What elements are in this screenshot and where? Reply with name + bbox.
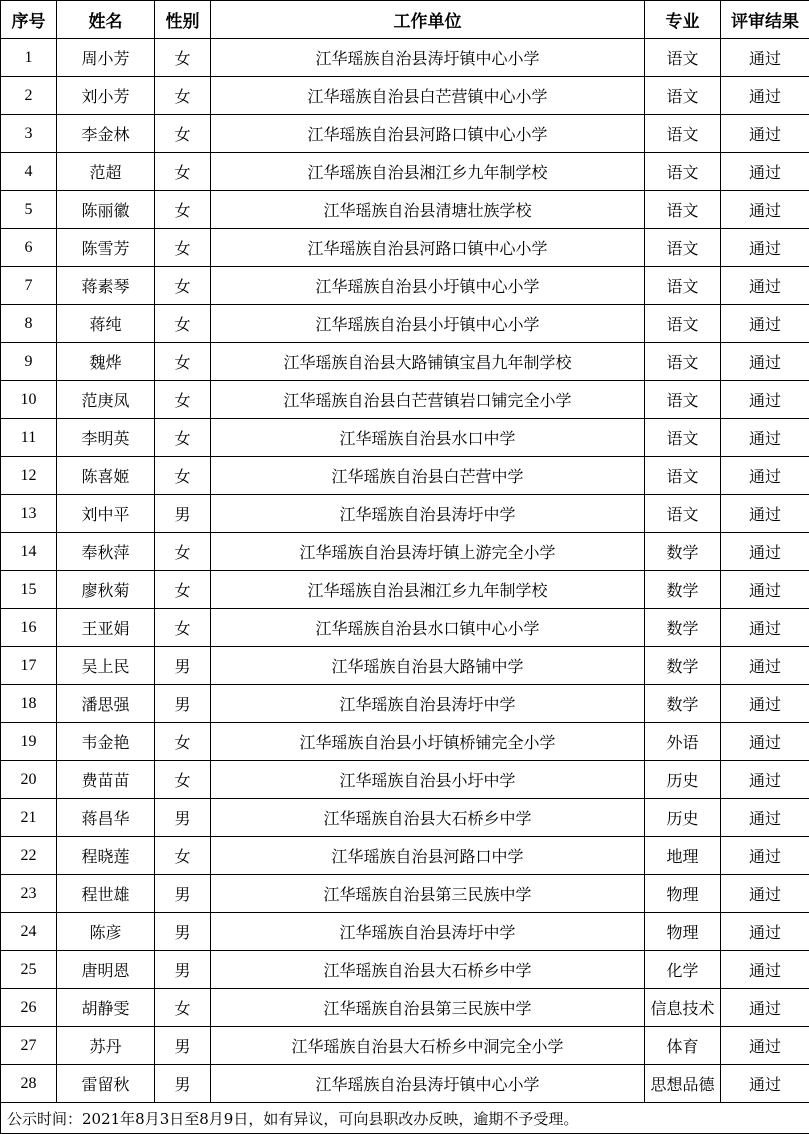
cell-index: 9 — [1, 343, 57, 381]
cell-index: 1 — [1, 39, 57, 77]
table-row — [1, 1027, 809, 1065]
cell-name: 刘中平 — [57, 495, 155, 533]
table-row — [1, 115, 809, 153]
cell-index: 15 — [1, 571, 57, 609]
cell-workplace: 江华瑶族自治县水口镇中心小学 — [211, 609, 645, 647]
cell-name: 蒋素琴 — [57, 267, 155, 305]
cell-subject: 数学 — [645, 647, 721, 685]
cell-subject: 语文 — [645, 191, 721, 229]
cell-name: 王亚娟 — [57, 609, 155, 647]
cell-name: 韦金艳 — [57, 723, 155, 761]
cell-gender: 女 — [155, 837, 211, 875]
cell-gender: 女 — [155, 761, 211, 799]
cell-name: 程世雄 — [57, 875, 155, 913]
table-row — [1, 77, 809, 115]
cell-result: 通过 — [721, 533, 809, 571]
cell-workplace: 江华瑶族自治县涛圩镇中心小学 — [211, 1065, 645, 1103]
table-row — [1, 913, 809, 951]
cell-result: 通过 — [721, 191, 809, 229]
cell-index: 13 — [1, 495, 57, 533]
cell-workplace: 江华瑶族自治县河路口中学 — [211, 837, 645, 875]
cell-workplace: 江华瑶族自治县小圩镇中心小学 — [211, 267, 645, 305]
cell-name: 陈丽徽 — [57, 191, 155, 229]
cell-gender: 女 — [155, 267, 211, 305]
header-workplace: 工作单位 — [211, 1, 645, 39]
cell-name: 吴上民 — [57, 647, 155, 685]
header-gender: 性别 — [155, 1, 211, 39]
cell-name: 苏丹 — [57, 1027, 155, 1065]
table-row — [1, 685, 809, 723]
cell-subject: 语文 — [645, 267, 721, 305]
cell-subject: 化学 — [645, 951, 721, 989]
cell-gender: 男 — [155, 951, 211, 989]
cell-workplace: 江华瑶族自治县小圩镇中心小学 — [211, 305, 645, 343]
cell-result: 通过 — [721, 723, 809, 761]
cell-workplace: 江华瑶族自治县白芒营镇岩口铺完全小学 — [211, 381, 645, 419]
table-row — [1, 229, 809, 267]
cell-index: 10 — [1, 381, 57, 419]
cell-subject: 地理 — [645, 837, 721, 875]
cell-index: 5 — [1, 191, 57, 229]
cell-name: 程晓莲 — [57, 837, 155, 875]
cell-name: 范超 — [57, 153, 155, 191]
cell-workplace: 江华瑶族自治县涛圩镇中心小学 — [211, 39, 645, 77]
cell-result: 通过 — [721, 77, 809, 115]
cell-workplace: 江华瑶族自治县河路口镇中心小学 — [211, 115, 645, 153]
cell-result: 通过 — [721, 951, 809, 989]
cell-subject: 语文 — [645, 115, 721, 153]
cell-index: 8 — [1, 305, 57, 343]
cell-gender: 女 — [155, 343, 211, 381]
cell-subject: 历史 — [645, 761, 721, 799]
cell-name: 李金林 — [57, 115, 155, 153]
cell-index: 2 — [1, 77, 57, 115]
table-row — [1, 495, 809, 533]
cell-subject: 历史 — [645, 799, 721, 837]
cell-result: 通过 — [721, 305, 809, 343]
cell-result: 通过 — [721, 571, 809, 609]
cell-name: 陈喜姬 — [57, 457, 155, 495]
cell-result: 通过 — [721, 495, 809, 533]
table-row — [1, 39, 809, 77]
table-row — [1, 267, 809, 305]
cell-result: 通过 — [721, 761, 809, 799]
cell-index: 11 — [1, 419, 57, 457]
footer-row — [1, 1103, 809, 1134]
cell-result: 通过 — [721, 267, 809, 305]
cell-workplace: 江华瑶族自治县大石桥乡中学 — [211, 799, 645, 837]
cell-subject: 语文 — [645, 381, 721, 419]
cell-name: 刘小芳 — [57, 77, 155, 115]
cell-subject: 思想品德 — [645, 1065, 721, 1103]
cell-name: 魏烨 — [57, 343, 155, 381]
cell-name: 廖秋菊 — [57, 571, 155, 609]
cell-index: 7 — [1, 267, 57, 305]
table-row — [1, 609, 809, 647]
cell-name: 周小芳 — [57, 39, 155, 77]
notice-text: 公示时间：2021年8月3日至8月9日，如有异议，可向县职改办反映，逾期不予受理。 — [1, 1103, 809, 1134]
cell-workplace: 江华瑶族自治县清塘壮族学校 — [211, 191, 645, 229]
cell-workplace: 江华瑶族自治县小圩中学 — [211, 761, 645, 799]
cell-result: 通过 — [721, 1027, 809, 1065]
cell-index: 6 — [1, 229, 57, 267]
cell-index: 16 — [1, 609, 57, 647]
cell-result: 通过 — [721, 229, 809, 267]
table-row — [1, 723, 809, 761]
table-row — [1, 799, 809, 837]
cell-gender: 女 — [155, 229, 211, 267]
cell-gender: 男 — [155, 913, 211, 951]
cell-workplace: 江华瑶族自治县第三民族中学 — [211, 875, 645, 913]
cell-index: 21 — [1, 799, 57, 837]
header-result: 评审结果 — [721, 1, 809, 39]
cell-workplace: 江华瑶族自治县涛圩中学 — [211, 685, 645, 723]
table-row — [1, 1065, 809, 1103]
cell-index: 17 — [1, 647, 57, 685]
cell-index: 18 — [1, 685, 57, 723]
cell-name: 唐明恩 — [57, 951, 155, 989]
cell-subject: 语文 — [645, 39, 721, 77]
cell-index: 27 — [1, 1027, 57, 1065]
cell-gender: 男 — [155, 799, 211, 837]
cell-index: 22 — [1, 837, 57, 875]
cell-gender: 女 — [155, 609, 211, 647]
cell-index: 26 — [1, 989, 57, 1027]
cell-gender: 男 — [155, 875, 211, 913]
cell-index: 12 — [1, 457, 57, 495]
cell-subject: 语文 — [645, 229, 721, 267]
cell-subject: 体育 — [645, 1027, 721, 1065]
cell-index: 24 — [1, 913, 57, 951]
cell-gender: 女 — [155, 153, 211, 191]
cell-gender: 女 — [155, 191, 211, 229]
cell-gender: 女 — [155, 305, 211, 343]
cell-name: 陈彦 — [57, 913, 155, 951]
cell-result: 通过 — [721, 799, 809, 837]
cell-result: 通过 — [721, 1065, 809, 1103]
cell-gender: 女 — [155, 77, 211, 115]
cell-subject: 数学 — [645, 685, 721, 723]
cell-result: 通过 — [721, 153, 809, 191]
cell-workplace: 江华瑶族自治县白芒营镇中心小学 — [211, 77, 645, 115]
cell-workplace: 江华瑶族自治县大石桥乡中洞完全小学 — [211, 1027, 645, 1065]
table-row — [1, 381, 809, 419]
cell-subject: 语文 — [645, 153, 721, 191]
cell-workplace: 江华瑶族自治县水口中学 — [211, 419, 645, 457]
cell-result: 通过 — [721, 381, 809, 419]
cell-gender: 男 — [155, 685, 211, 723]
cell-subject: 语文 — [645, 495, 721, 533]
cell-index: 28 — [1, 1065, 57, 1103]
cell-name: 胡静雯 — [57, 989, 155, 1027]
cell-workplace: 江华瑶族自治县白芒营中学 — [211, 457, 645, 495]
cell-index: 25 — [1, 951, 57, 989]
cell-subject: 外语 — [645, 723, 721, 761]
cell-index: 20 — [1, 761, 57, 799]
cell-gender: 女 — [155, 115, 211, 153]
cell-workplace: 江华瑶族自治县湘江乡九年制学校 — [211, 153, 645, 191]
cell-subject: 物理 — [645, 913, 721, 951]
cell-gender: 女 — [155, 571, 211, 609]
cell-subject: 数学 — [645, 609, 721, 647]
cell-gender: 女 — [155, 533, 211, 571]
table-row — [1, 153, 809, 191]
cell-name: 潘思强 — [57, 685, 155, 723]
cell-subject: 语文 — [645, 457, 721, 495]
cell-result: 通过 — [721, 875, 809, 913]
cell-result: 通过 — [721, 343, 809, 381]
table-row — [1, 875, 809, 913]
cell-gender: 女 — [155, 381, 211, 419]
cell-gender: 男 — [155, 1065, 211, 1103]
cell-result: 通过 — [721, 457, 809, 495]
cell-gender: 女 — [155, 39, 211, 77]
cell-result: 通过 — [721, 419, 809, 457]
cell-result: 通过 — [721, 39, 809, 77]
cell-subject: 数学 — [645, 533, 721, 571]
table-row — [1, 343, 809, 381]
cell-name: 蒋昌华 — [57, 799, 155, 837]
cell-result: 通过 — [721, 989, 809, 1027]
cell-index: 14 — [1, 533, 57, 571]
table-row — [1, 533, 809, 571]
table-row — [1, 191, 809, 229]
cell-result: 通过 — [721, 647, 809, 685]
cell-index: 3 — [1, 115, 57, 153]
table-body — [1, 39, 809, 1103]
table-row — [1, 571, 809, 609]
table-row — [1, 457, 809, 495]
table-row — [1, 647, 809, 685]
cell-workplace: 江华瑶族自治县涛圩镇上游完全小学 — [211, 533, 645, 571]
table-row — [1, 951, 809, 989]
cell-subject: 语文 — [645, 419, 721, 457]
cell-gender: 男 — [155, 647, 211, 685]
header-subject: 专业 — [645, 1, 721, 39]
cell-workplace: 江华瑶族自治县涛圩中学 — [211, 913, 645, 951]
cell-workplace: 江华瑶族自治县涛圩中学 — [211, 495, 645, 533]
cell-gender: 女 — [155, 457, 211, 495]
cell-name: 蒋纯 — [57, 305, 155, 343]
cell-workplace: 江华瑶族自治县湘江乡九年制学校 — [211, 571, 645, 609]
cell-gender: 男 — [155, 495, 211, 533]
cell-workplace: 江华瑶族自治县河路口镇中心小学 — [211, 229, 645, 267]
cell-workplace: 江华瑶族自治县大路铺中学 — [211, 647, 645, 685]
cell-workplace: 江华瑶族自治县第三民族中学 — [211, 989, 645, 1027]
table-row — [1, 989, 809, 1027]
cell-result: 通过 — [721, 837, 809, 875]
table-row — [1, 837, 809, 875]
cell-gender: 女 — [155, 989, 211, 1027]
table-row — [1, 419, 809, 457]
cell-workplace: 江华瑶族自治县大石桥乡中学 — [211, 951, 645, 989]
cell-gender: 女 — [155, 419, 211, 457]
cell-subject: 语文 — [645, 305, 721, 343]
header-index: 序号 — [1, 1, 57, 39]
cell-subject: 语文 — [645, 343, 721, 381]
table-row — [1, 761, 809, 799]
cell-subject: 数学 — [645, 571, 721, 609]
cell-subject: 物理 — [645, 875, 721, 913]
cell-index: 23 — [1, 875, 57, 913]
cell-workplace: 江华瑶族自治县大路铺镇宝昌九年制学校 — [211, 343, 645, 381]
cell-result: 通过 — [721, 115, 809, 153]
cell-result: 通过 — [721, 685, 809, 723]
cell-name: 范庚凤 — [57, 381, 155, 419]
cell-index: 4 — [1, 153, 57, 191]
cell-name: 陈雪芳 — [57, 229, 155, 267]
cell-result: 通过 — [721, 609, 809, 647]
cell-gender: 男 — [155, 1027, 211, 1065]
cell-subject: 语文 — [645, 77, 721, 115]
cell-subject: 信息技术 — [645, 989, 721, 1027]
header-name: 姓名 — [57, 1, 155, 39]
cell-name: 费苗苗 — [57, 761, 155, 799]
cell-gender: 女 — [155, 723, 211, 761]
cell-name: 李明英 — [57, 419, 155, 457]
cell-result: 通过 — [721, 913, 809, 951]
cell-name: 雷留秋 — [57, 1065, 155, 1103]
table-row — [1, 305, 809, 343]
table-header-row — [1, 1, 809, 39]
cell-index: 19 — [1, 723, 57, 761]
cell-name: 奉秋萍 — [57, 533, 155, 571]
cell-workplace: 江华瑶族自治县小圩镇桥铺完全小学 — [211, 723, 645, 761]
